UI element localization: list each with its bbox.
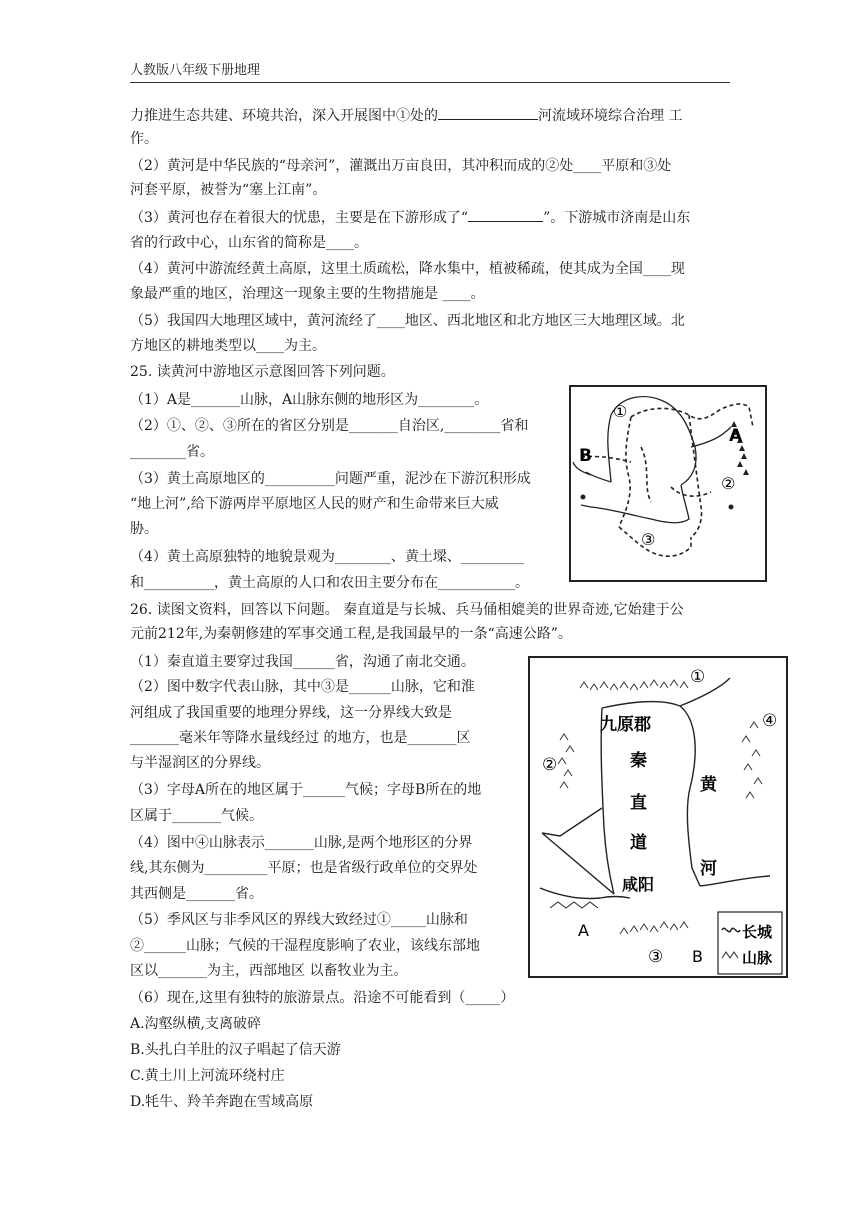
text-line: ②______山脉；气候的干湿程度影响了农业，该线东部地 <box>130 938 480 954</box>
map2-legend-wall: 长城 <box>742 923 773 941</box>
text-line: B.头扎白羊肚的汉子唱起了信天游 <box>130 1042 341 1058</box>
text-line: （2）黄河是中华民族的“母亲河”，灌溉出万亩良田，其冲积而成的②处____平原和③处 <box>130 158 672 174</box>
text-line: （4）图中④山脉表示_______山脉,是两个地形区的分界 <box>130 835 473 851</box>
map2-label-a: A <box>578 921 589 940</box>
text-line: （4）黄河中游流经黄土高原，这里土质疏松，降水集中，植被稀疏，使其成为全国____现 <box>130 261 685 277</box>
text-line: 象最严重的地区，治理这一现象主要的生物措施是 ____。 <box>130 286 485 302</box>
text-line: 河套平原，被誉为“塞上江南”。 <box>130 182 327 198</box>
text-line: “地上河”,给下游两岸平原地区人民的财产和生命带来巨大威 <box>130 496 499 512</box>
text-line: （3）黄土高原地区的__________问题严重，泥沙在下游沉积形成 <box>130 471 531 487</box>
text-line: _______毫米年等降水量线经过 的地方，也是_______区 <box>130 730 471 746</box>
map2-huang: 黄 <box>700 775 717 795</box>
text-line: 省的行政中心，山东省的简称是____。 <box>130 235 368 251</box>
text-line: 区以_______为主，西部地区 以畜牧业为主。 <box>130 963 408 979</box>
map2-num-2: ② <box>542 755 558 775</box>
map2-num-1: ① <box>690 667 706 687</box>
map2-dao: 道 <box>630 833 647 853</box>
text-line: 力推进生态共建、环境共治，深入开展图中①处的 河流域环境综合治理 工 <box>130 105 682 126</box>
text-line: （1）秦直道主要穿过我国______省，沟通了南北交通。 <box>130 654 475 670</box>
text-line: （2）①、②、③所在的省区分别是_______自治区,________省和 <box>130 418 529 434</box>
map2-qin: 秦 <box>630 751 647 771</box>
text-line: D.牦牛、羚羊奔跑在雪域高原 <box>130 1094 314 1110</box>
map2-zhi: 直 <box>630 793 647 813</box>
page-header: 人教版八年级下册地理 <box>130 62 730 83</box>
text-line: 区属于_______气候。 <box>130 808 263 824</box>
text-line: 元前212年,为秦朝修建的军事交通工程,是我国最早的一条“高速公路”。 <box>130 626 572 642</box>
map2-legend-mtn: 山脉 <box>742 949 773 967</box>
text-line: 作。 <box>130 131 158 147</box>
text-line: ________省。 <box>130 444 214 460</box>
map1-num-3: ③ <box>641 530 656 549</box>
map1-num-1: ① <box>613 402 628 421</box>
text-line: 河组成了我国重要的地理分界线，这一分界线大致是 <box>130 705 452 721</box>
yellow-river-middle-map <box>569 385 767 582</box>
text-line: （3）字母A所在的地区属于______气候；字母B所在的地 <box>130 782 482 798</box>
text-line: 其西侧是_______省。 <box>130 886 263 902</box>
answer-blank[interactable] <box>468 207 543 222</box>
text-line: 线,其东侧为_________平原；也是省级行政单位的交界处 <box>130 860 478 876</box>
text-line: （6）现在,这里有独特的旅游景点。沿途不可能看到（_____） <box>130 990 515 1006</box>
text-line: （5）季风区与非季风区的界线大致经过①_____山脉和 <box>130 912 468 928</box>
text-line: （1）A是_______山脉，A山脉东侧的地形区为________。 <box>130 392 489 408</box>
text-line: （5）我国四大地理区域中，黄河流经了____地区、西北地区和北方地区三大地理区域。北 <box>130 313 685 329</box>
text-line: （2）图中数字代表山脉，其中③是______山脉，它和淮 <box>130 679 475 695</box>
map2-num-4: ④ <box>762 711 778 731</box>
map2-label-b: B <box>692 947 703 966</box>
text-line: A.沟壑纵横,支离破碎 <box>130 1016 262 1032</box>
text-line: 26. 读图文资料，回答以下问题。 秦直道是与长城、兵马俑相媲美的世界奇迹,它始建于公 <box>130 602 684 618</box>
text-line: 和__________，黄土高原的人口和农田主要分布在___________。 <box>130 575 529 591</box>
map2-xianyang: 咸阳 <box>622 875 655 894</box>
qin-straight-road-map <box>528 656 788 978</box>
text-line: （4）黄土高原独特的地貌景观为________、黄土墚、_________ <box>130 549 524 565</box>
map2-jiuyuan: 九原郡 <box>600 715 651 735</box>
map1-num-2: ② <box>721 474 736 493</box>
text-line: 25. 读黄河中游地区示意图回答下列问题。 <box>130 364 395 380</box>
map2-num-3: ③ <box>648 947 664 967</box>
map2-he: 河 <box>700 859 717 879</box>
map1-label-a: A <box>729 426 743 446</box>
map1-label-b: B <box>579 446 592 466</box>
text-line: C.黄土川上河流环绕村庄 <box>130 1068 285 1084</box>
text-line: 方地区的耕地类型以____为主。 <box>130 338 326 354</box>
text-line: 胁。 <box>130 521 158 537</box>
answer-blank[interactable] <box>438 105 538 120</box>
text-line: （3）黄河也存在着很大的忧患，主要是在下游形成了“ ”。下游城市济南是山东 <box>130 207 690 228</box>
text-line: 与半湿润区的分界线。 <box>130 755 270 771</box>
